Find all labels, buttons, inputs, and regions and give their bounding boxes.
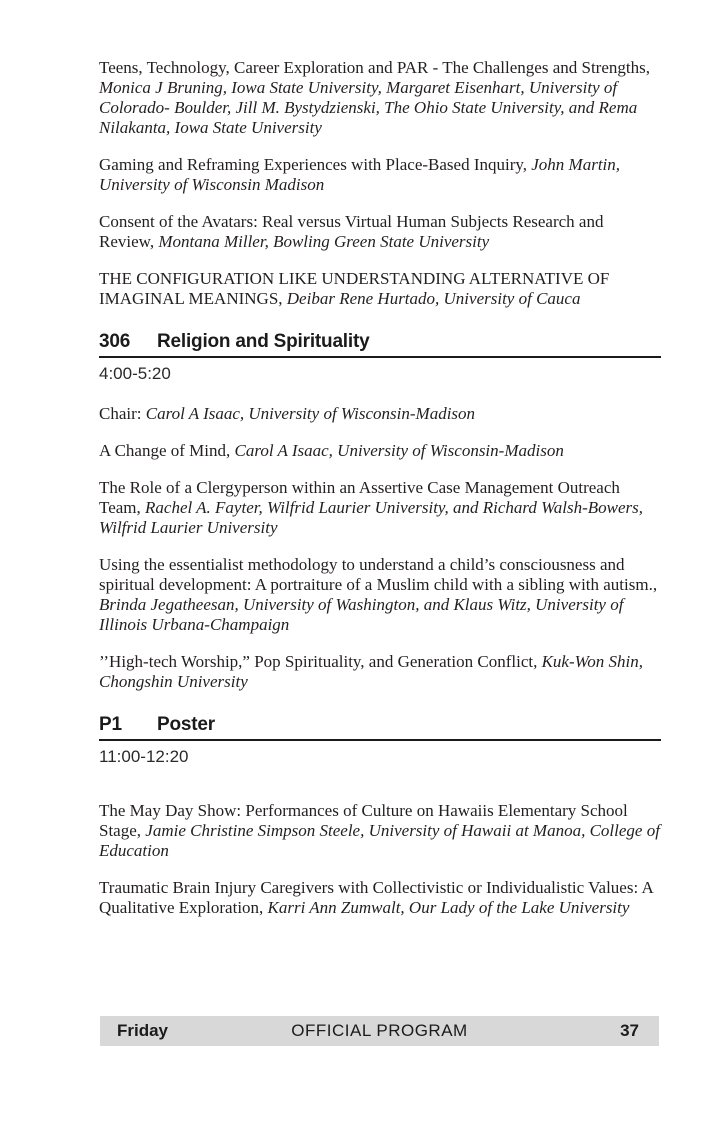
entry-authors: Monica J Bruning, Iowa State University, Margaret Eisenhart, University of Colorado- Boulder, Jill M. Bystydzienski, The Ohio State University, and Rema Nilakanta, Iowa State University bbox=[99, 78, 638, 137]
document-body bbox=[99, 58, 661, 935]
entry-title: THE CONFIGURATION LIKE UNDERSTANDING ALTERNATIVE OF IMAGINAL MEANINGS, bbox=[99, 269, 610, 308]
entry-authors: Karri Ann Zumwalt, Our Lady of the Lake University bbox=[267, 898, 630, 917]
entry-title: A Change of Mind, bbox=[99, 441, 235, 460]
session-time: 4:00-5:20 bbox=[99, 364, 171, 383]
entry-title: Chair: bbox=[99, 404, 146, 423]
entry-authors: Carol A Isaac, University of Wisconsin-Madison bbox=[145, 404, 476, 423]
session-header bbox=[99, 331, 661, 358]
session-entry bbox=[99, 878, 661, 918]
session-entry bbox=[99, 652, 661, 692]
session-entry bbox=[99, 801, 661, 861]
entry-authors: Kuk-Won Shin, Chongshin University bbox=[99, 652, 643, 691]
entry-authors: Brinda Jegatheesan, University of Washington, and Klaus Witz, University of Illinois Urbana-Champaign bbox=[99, 595, 624, 634]
entry-authors: Jamie Christine Simpson Steele, University of Hawaii at Manoa, College of Education bbox=[99, 821, 660, 860]
entry-title: Using the essentialist methodology to understand a child’s consciousness and spiritual development: A portraiture of a Muslim child with a sibling with autism., bbox=[99, 555, 658, 594]
entry-title: The May Day Show: Performances of Culture on Hawaiis Elementary School Stage, bbox=[99, 801, 628, 840]
session-entry bbox=[99, 58, 661, 138]
session-entry bbox=[99, 269, 661, 309]
session-entry bbox=[99, 155, 661, 195]
entry-authors: Rachel A. Fayter, Wilfrid Laurier University, and Richard Walsh-Bowers, Wilfrid Laurier University bbox=[99, 498, 644, 537]
session-header bbox=[99, 714, 661, 741]
footer-bar bbox=[100, 1016, 659, 1046]
session-entry bbox=[99, 212, 661, 252]
entry-title: Gaming and Reframing Experiences with Place-Based Inquiry, bbox=[99, 155, 532, 174]
entry-title: Traumatic Brain Injury Caregivers with Collectivistic or Individualistic Values: A Qualitative Exploration, bbox=[99, 878, 653, 917]
entry-title: Consent of the Avatars: Real versus Virtual Human Subjects Research and Review, bbox=[99, 212, 604, 251]
entry-authors: John Martin, University of Wisconsin Madison bbox=[99, 155, 621, 194]
footer-center-label: OFFICIAL PROGRAM bbox=[291, 1021, 468, 1040]
session-title: Poster bbox=[157, 714, 215, 735]
entry-title: ’’High-tech Worship,” Pop Spirituality, and Generation Conflict, bbox=[99, 652, 542, 671]
session-entry bbox=[99, 478, 661, 538]
session-number: P1 bbox=[99, 714, 122, 735]
session-time: 11:00-12:20 bbox=[99, 747, 189, 766]
footer-page-number: 37 bbox=[620, 1021, 639, 1040]
entry-authors: Deibar Rene Hurtado, University of Cauca bbox=[286, 289, 581, 308]
entry-title: Teens, Technology, Career Exploration and PAR - The Challenges and Strengths, bbox=[99, 58, 650, 77]
entry-title: The Role of a Clergyperson within an Assertive Case Management Outreach Team, bbox=[99, 478, 620, 517]
session-entry bbox=[99, 404, 661, 424]
session-entry bbox=[99, 555, 661, 635]
session-entry bbox=[99, 441, 661, 461]
entry-authors: Montana Miller, Bowling Green State University bbox=[158, 232, 490, 251]
session-title: Religion and Spirituality bbox=[157, 331, 370, 352]
session-number: 306 bbox=[99, 331, 131, 352]
footer-day-label: Friday bbox=[117, 1021, 169, 1040]
entry-authors: Carol A Isaac, University of Wisconsin-Madison bbox=[234, 441, 564, 460]
